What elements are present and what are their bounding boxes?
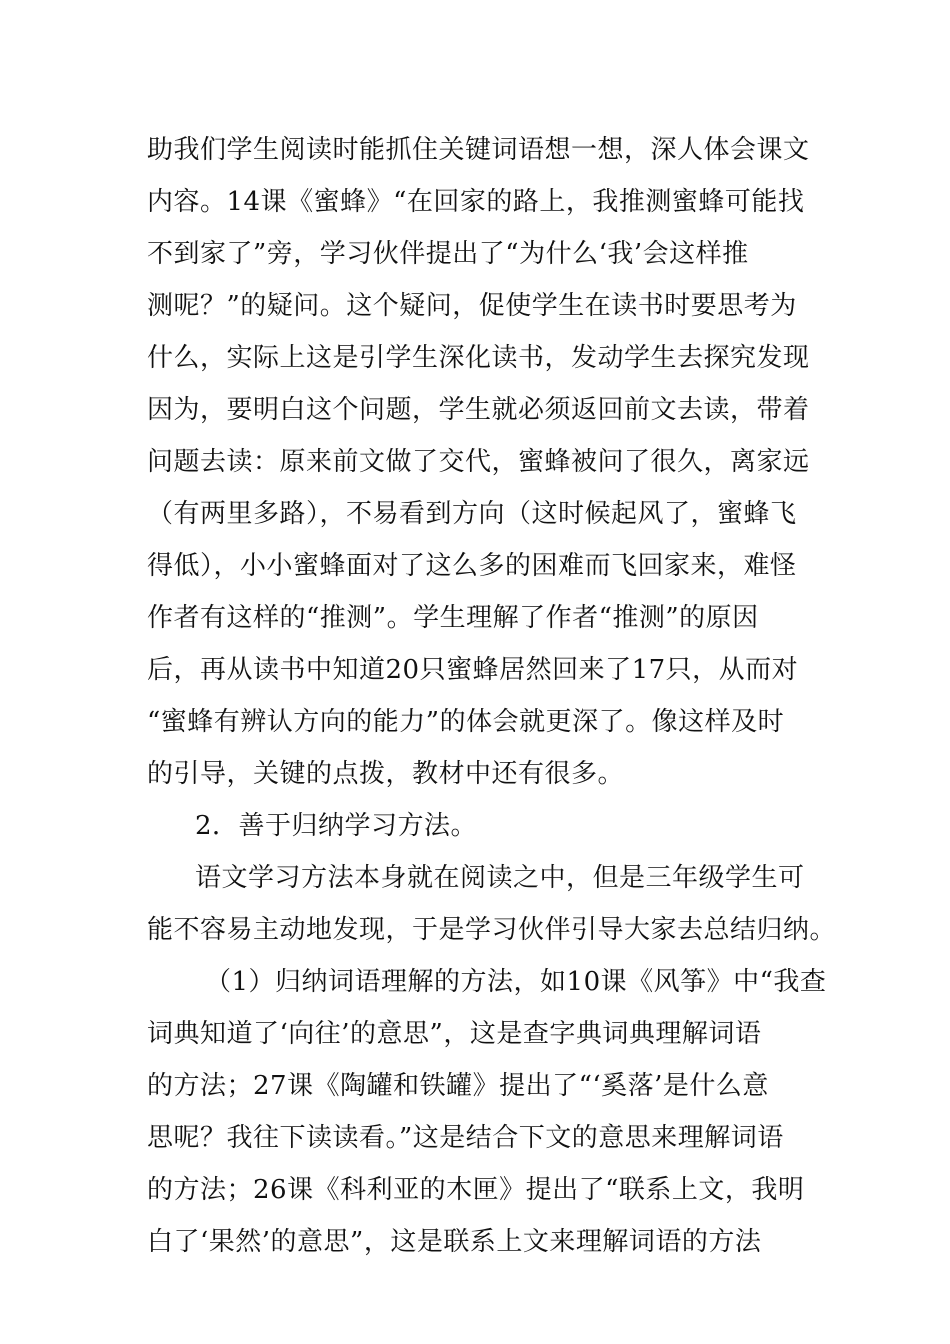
text-line: 的引导，关键的点拨，教材中还有很多。	[147, 759, 625, 789]
section-heading: 2．善于归纳学习方法。	[195, 811, 478, 841]
list-item-start-line: （1）归纳词语理解的方法，如10课《风筝》中“我查	[205, 967, 827, 997]
body-text	[147, 124, 837, 1268]
text-line: 内容。14课《蜜蜂》“在回家的路上，我推测蜜蜂可能找	[147, 187, 805, 217]
text-line: 后，再从读书中知道20只蜜蜂居然回来了17只，从而对	[147, 655, 799, 685]
text-line: 因为，要明白这个问题，学生就必须返回前文去读，带着	[147, 395, 810, 425]
text-line: 作者有这样的“推测”。学生理解了作者“推测”的原因	[147, 603, 759, 633]
text-line: 白了‘果然’的意思”，这是联系上文来理解词语的方法	[147, 1227, 762, 1257]
text-line: 助我们学生阅读时能抓住关键词语想一想，深人体会课文	[147, 135, 810, 165]
text-line: 测呢？”的疑问。这个疑问，促使学生在读书时要思考为	[147, 291, 797, 321]
text-line: “蜜蜂有辨认方向的能力”的体会就更深了。像这样及时	[147, 707, 785, 737]
text-line: （有两里多路），不易看到方向（这时候起风了，蜜蜂飞	[147, 499, 797, 529]
text-line: 词典知道了‘向往’的意思”，这是查字典词典理解词语	[147, 1019, 762, 1049]
text-line: 思呢？我往下读读看。”这是结合下文的意思来理解词语	[147, 1123, 784, 1153]
text-line: 的方法；26课《科利亚的木匣》提出了“联系上文，我明	[147, 1175, 805, 1205]
text-line: 问题去读：原来前文做了交代，蜜蜂被问了很久，离家远	[147, 447, 810, 477]
text-line: 不到家了”旁，学习伙伴提出了“为什么‘我’会这样推	[147, 239, 749, 269]
paragraph-start-line: 语文学习方法本身就在阅读之中，但是三年级学生可	[195, 863, 805, 893]
text-line: 能不容易主动地发现，于是学习伙伴引导大家去总结归纳。	[147, 915, 837, 945]
text-line: 的方法；27课《陶罐和铁罐》提出了“‘奚落’是什么意	[147, 1071, 769, 1101]
text-line: 什么，实际上这是引学生深化读书，发动学生去探究发现	[147, 343, 810, 373]
text-line: 得低），小小蜜蜂面对了这么多的困难而飞回家来，难怪	[147, 551, 797, 581]
